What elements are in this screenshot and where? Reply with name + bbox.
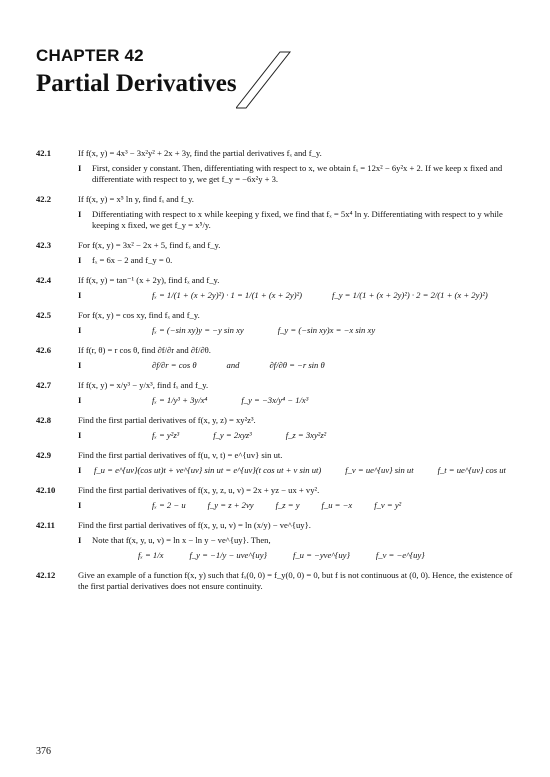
solution-marker: I (78, 163, 82, 173)
problem-42-3 (36, 240, 516, 266)
problem-statement: Find the first partial derivatives of f(u, v, t) = e^{uv} sin ut. (78, 450, 283, 460)
formula: f_y = 1/(1 + (x + 2y)²) · 2 = 2/(1 + (x + 2y)²) (332, 290, 488, 300)
solution-marker: I (78, 395, 82, 405)
problem-statement: Give an example of a function f(x, y) such that fₓ(0, 0) = f_y(0, 0) = 0, but f is not continuous at (0, 0). Hence, the existence of the first partial derivatives does not ensure continuity. (78, 570, 513, 591)
problem-statement: If f(x, y) = x⁵ ln y, find fₓ and f_y. (78, 194, 194, 204)
formula: fₓ = 2 − u (152, 500, 186, 510)
page-number: 376 (36, 746, 51, 757)
solution-marker: I (78, 535, 82, 545)
solution-marker: I (78, 255, 82, 265)
problem-number: 42.1 (36, 148, 52, 158)
solution-marker: I (78, 430, 82, 440)
formula: fₓ = y²z³ (152, 430, 180, 440)
solution-marker: I (78, 209, 82, 219)
solution-text: First, consider y constant. Then, differentiating with respect to x, we obtain fₓ = 12x² − 6y²x + 2. If we keep x fixed and differentiate with respect to y, we get f_y = −6x²y + 3. (92, 163, 503, 184)
formula: f_y = z + 2vy (207, 500, 254, 510)
problem-number: 42.4 (36, 275, 52, 285)
problem-statement: If f(x, y) = 4x³ − 3x²y² + 2x + 3y, find the partial derivatives fₓ and f_y. (78, 148, 322, 158)
problem-statement: If f(r, θ) = r cos θ, find ∂f/∂r and ∂f/∂θ. (78, 345, 211, 355)
formula-connector: and (226, 360, 240, 370)
formula: f_t = ue^{uv} cos ut (437, 465, 506, 475)
solution-text: fₓ = 6x − 2 and f_y = 0. (92, 255, 173, 265)
problem-42-7 (36, 380, 516, 406)
chapter-header (36, 46, 237, 98)
problem-statement: Find the first partial derivatives of f(x, y, u, v) = ln (x/y) − ve^{uy}. (78, 520, 311, 530)
problem-statement: For f(x, y) = 3x² − 2x + 5, find fₓ and f_y. (78, 240, 221, 250)
formula: f_y = −3x/y⁴ − 1/x³ (241, 395, 309, 405)
problem-number: 42.8 (36, 415, 52, 425)
formula: fₓ = (−sin xy)y = −y sin xy (152, 325, 244, 335)
solution-marker: I (78, 360, 82, 370)
formula: f_u = e^{uv}(cos ut)t + ve^{uv} sin ut = e^{uv}(t cos ut + v sin ut) (94, 465, 322, 475)
formula: ∂f/∂θ = −r sin θ (269, 360, 325, 370)
formula: f_v = y² (374, 500, 402, 510)
problem-statement: For f(x, y) = cos xy, find fₓ and f_y. (78, 310, 200, 320)
problem-statement: If f(x, y) = tan⁻¹ (x + 2y), find fₓ and f_y. (78, 275, 220, 285)
formula: f_y = 2xyz³ (213, 430, 252, 440)
formula: fₓ = 1/y³ + 3y/x⁴ (152, 395, 208, 405)
problem-42-2 (36, 194, 516, 231)
problem-number: 42.7 (36, 380, 52, 390)
problem-42-4 (36, 275, 516, 301)
formula: ∂f/∂r = cos θ (152, 360, 197, 370)
chapter-label: CHAPTER 42 (36, 46, 144, 65)
slash-decoration-icon (236, 50, 292, 110)
solution-marker: I (78, 325, 82, 335)
formula: f_z = y (275, 500, 300, 510)
problem-42-8 (36, 415, 516, 441)
formula: f_y = −1/y − uve^{uy} (189, 550, 267, 560)
problem-number: 42.9 (36, 450, 52, 460)
problem-42-9 (36, 450, 516, 476)
problem-list (36, 148, 516, 601)
formula: f_v = −e^{uy} (375, 550, 425, 560)
problem-statement: Find the first partial derivatives of f(x, y, z) = xy²z³. (78, 415, 256, 425)
problem-42-11 (36, 520, 516, 561)
solution-marker: I (78, 465, 82, 475)
problem-42-12 (36, 570, 516, 592)
solution-marker: I (78, 290, 82, 300)
solution-marker: I (78, 500, 82, 510)
problem-statement: Find the first partial derivatives of f(x, y, z, u, v) = 2x + yz − ux + vy². (78, 485, 320, 495)
problem-statement: If f(x, y) = x/y³ − y/x³, find fₓ and f_y. (78, 380, 209, 390)
chapter-title: Partial Derivatives (36, 70, 237, 97)
problem-number: 42.6 (36, 345, 52, 355)
formula: f_u = −x (321, 500, 353, 510)
problem-42-10 (36, 485, 516, 511)
formula: f_v = ue^{uv} sin ut (345, 465, 414, 475)
solution-text: Differentiating with respect to x while keeping y fixed, we find that fₓ = 5x⁴ ln y. Differentiating with respect to y while keeping x fixed, we get f_y = x⁵/y. (92, 209, 503, 230)
formula: fₓ = 1/(1 + (x + 2y)²) · 1 = 1/(1 + (x + 2y)²) (152, 290, 303, 300)
formula: fₓ = 1/x (138, 550, 164, 560)
problem-number: 42.5 (36, 310, 52, 320)
problem-number: 42.2 (36, 194, 52, 204)
problem-number: 42.11 (36, 520, 55, 530)
solution-text: Note that f(x, y, u, v) = ln x − ln y − ve^{uy}. Then, (92, 535, 271, 545)
formula: f_u = −yve^{uy} (292, 550, 350, 560)
problem-42-6 (36, 345, 516, 371)
formula: f_z = 3xy²z² (285, 430, 327, 440)
problem-number: 42.10 (36, 485, 56, 495)
problem-42-5 (36, 310, 516, 336)
problem-number: 42.12 (36, 570, 56, 580)
problem-number: 42.3 (36, 240, 52, 250)
problem-42-1 (36, 148, 516, 185)
formula: f_y = (−sin xy)x = −x sin xy (277, 325, 376, 335)
